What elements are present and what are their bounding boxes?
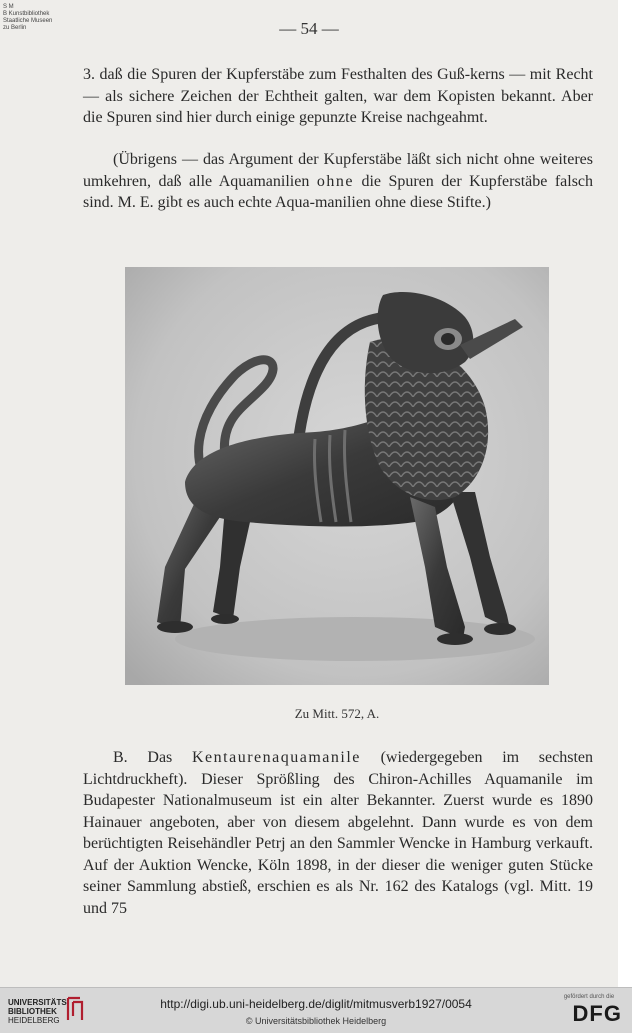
funding-label: gefördert durch die [563,994,615,1000]
paragraph-1: 3. daß die Spuren der Kupferstäbe zum Festhalten des Guß-kerns — mit Recht — als sichere Zeichen der Echtheit galten, war dem Kopisten bekannt. Aber die Spuren sind hier durch einige gepunzte Kreise nachgeahmt. [83,66,593,126]
viewer-footer [0,987,632,1033]
emphasis-kentaurenaquamanile: Kentaurenaquamanile [192,749,361,766]
emphasis-ohne: ohne [316,172,354,190]
copyright-notice: © Universitätsbibliothek Heidelberg [245,1016,387,1026]
paragraph-2: (Übrigens — das Argument der Kupferstäbe läßt sich nicht ohne weiteres umkehren, daß alle Aquamanilien ohne die Spuren der Kupferstäbe falsch sind. M. E. gibt es auch echte Aqua-manilien ohne diese Stifte.) [83,151,594,211]
dfg-logo[interactable]: DFG [572,1001,622,1026]
figure-caption: Zu Mitt. 572, A. [294,706,380,721]
library-stamp: S M B Kunstbibliothek Staatliche Museen zu Berlin [3,4,53,31]
aquamanile-photograph [125,267,549,685]
page-number: — 54 — [279,19,339,38]
paragraph-3: B. Das Kentaurenaquamanile (wiedergegeben im sechsten Lichtdruckheft). Dieser Sprößling des Chiron-Achilles Aquamanile im Budapester Nationalmuseum ist ein alter Bekannter. Zuerst wurde es 1890 Hainauer angeboten, aber von diesem abgelehnt. Dann wurde es von dem berüchtigten Reisehändler Petrj an den Sammler Wencke in Hamburg verkauft. Auf der Auktion Wencke, Köln 1898, in der dieser die weniger guten Stücke seiner Sammlung abstieß, erschien es als Nr. 162 des Katalogs (vgl. Mitt. 19 und 75 [83,749,593,917]
ub-heidelberg-logo[interactable]: UNIVERSITÄTS- BIBLIOTHEK HEIDELBERG [8,998,70,1025]
permalink-url[interactable]: http://digi.ub.uni-heidelberg.de/diglit/mitmusverb1927/0054 [160,997,472,1011]
